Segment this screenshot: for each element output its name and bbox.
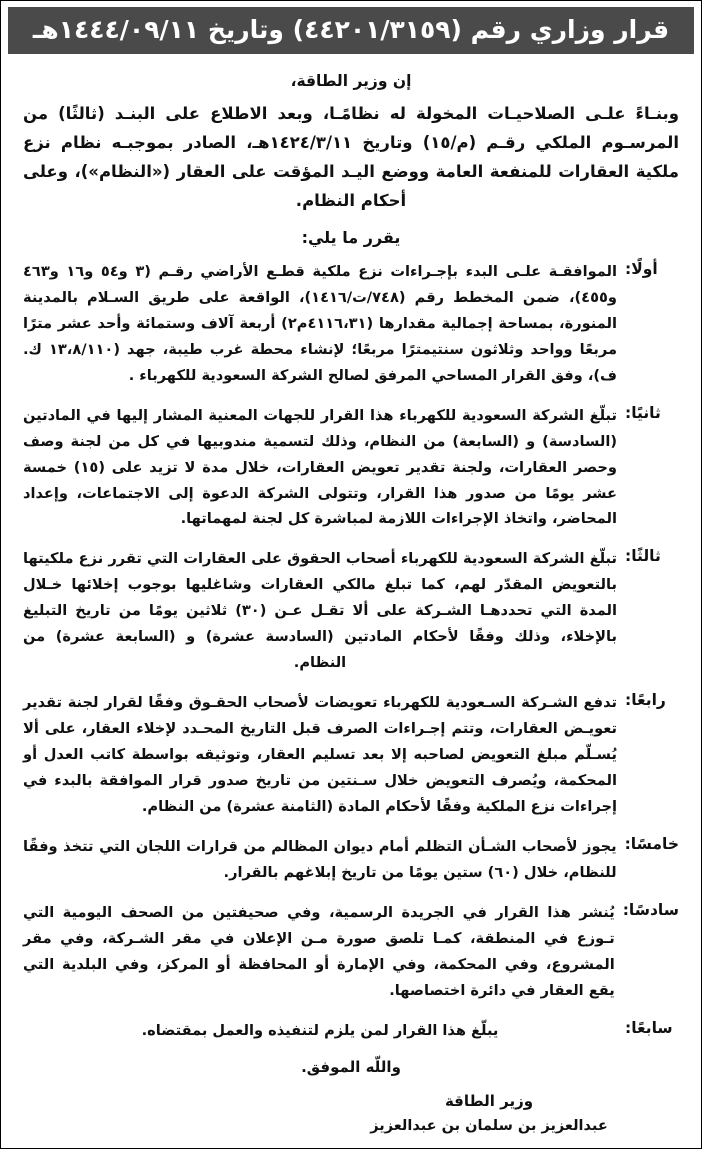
clause-1: [23, 259, 679, 389]
clause-label: خامسًا:: [624, 835, 679, 854]
clause-5: [23, 834, 679, 886]
clause-text: يجوز لأصحاب الشـأن التظلم أمام ديوان المظالم من قرارات اللجان التي تتخذ وفقًا للنظام، خلال (٦٠) ستين يومًا من تاريخ إبلاغهم بالقرار.: [23, 838, 617, 882]
clause-2: [23, 403, 679, 533]
clause-6: [23, 900, 679, 1004]
decree-header-bar: [8, 7, 694, 54]
clause-text: يبلّغ هذا القرار لمن يلزم لتنفيذه والعمل بمقتضاه.: [141, 1021, 499, 1039]
preamble-paragraph: وبنـاءً علـى الصلاحيـات المخولة له نظامًـا، وبعد الاطلاع على البنـد (ثالثًا) من المرسـوم الملكي رقـم (م/١٥) وتاريخ ١٤٢٤/٣/١١هـ، الصادر بموجبـه نظام نزع ملكية العقارات للمنفعة العامة ووضع اليـد المؤقت على العقار («النظام»)، وعلى أحكام النظام.: [23, 104, 679, 210]
clause-label: أولًا:: [625, 259, 658, 278]
clause-label: سادسًا:: [622, 901, 679, 920]
clause-3: [23, 546, 679, 676]
clause-label: ثالثًا:: [625, 547, 661, 566]
clause-text: تبلّغ الشركة السعودية للكهرباء أصحاب الحقوق على العقارات التي تقرر نزع ملكيتها بالتعويض المقدّر لهم، كما تبلغ مالكي العقارات وشاغليها بوجوب إخلائها خـلال المدة التي تحددهـا الشـركة على ألا تقـل عـن (٣٠) ثلاثين يومًا من تاريخ التبليغ بالإخلاء، وذلك وفقًا لأحكام المادتين (السادسة عشرة) و (السابعة عشرة) من النظام.: [23, 550, 618, 672]
clause-text: الموافقـة علـى البدء بإجـراءات نزع ملكية قطـع الأراضي رقـم (٣ و٥٤ و١٦ و٤٦٣ و٤٥٥)، ضمن المخطط رقم (٧٤٨/ت/١٤١٦)، الواقعة على طريق السـلام بالمدينة المنورة، بمساحة إجمالية مقدارها (٤١١٦،٣١م٢) أربعة آلاف وستمائة وأحد عشر مترًا مربعًا وواحد وثلاثون سنتيمترًا مربعًا؛ لإنشاء محطة غرب طيبة، جهد (١٣،٨/١١٠ ك. ف)، وفق القرار المساحي المرفق لصالح الشركة السعودية للكهرباء .: [23, 262, 618, 384]
closing-phrase: واللّه الموفق.: [301, 1057, 401, 1076]
salutation: إن وزير الطاقة،: [290, 72, 412, 91]
clause-text: يُنشر هذا القرار في الجريدة الرسمية، وفي صحيفتين من الصحف اليومية التي تـوزع في المنطقة، كمـا تلصق صورة مـن الإعلان في مقر الشـركة، وفي مقر المشروع، وفي المحكمة، وفي الإمارة أو المحافظة أو المركز، وفي البلدية التي يقع العقار في دائرة اختصاصها.: [23, 904, 615, 999]
decree-body: [1, 54, 701, 1148]
clause-4: [23, 690, 679, 820]
decides-label: يقرر ما يلي:: [301, 227, 401, 247]
clause-text: تدفع الشـركة السـعودية للكهرباء تعويضات لأصحاب الحقـوق وفقًا لقرار لجنة تقدير تعويـض العقارات، وتتم إجـراءات الصرف قبل التاريخ المحـدد لإخلاء العقار، على ألا يُسـلّم مبلغ التعويض لصاحبه إلا بعد تسليم العقار، وتوثيقه بواسطة كاتب العدل أو المحكمة، ويُصرف التعويض خلال سـنتين من تاريخ صدور قرار الموافقة بالبدء في إجراءات نزع الملكية وفقًا لأحكام المادة (الثامنة عشرة) من النظام.: [23, 694, 617, 816]
clause-label: رابعًا:: [625, 691, 666, 710]
signer-name: عبدالعزيز بن سلمان بن عبدالعزيز: [370, 1117, 608, 1134]
signer-title: وزير الطاقة: [444, 1091, 534, 1110]
clause-text: تبلّغ الشركة السعودية للكهرباء هذا القرار للجهات المعنية المشار إليها في المادتين (السادسة) و (السابعة) من النظام، وذلك لتسمية مندوبيها في كل من لجنة وصف وحصر العقارات، ولجنة تقدير تعويض العقارات، خلال مدة لا تزيد على (١٥) خمسة عشر يومًا من صدور هذا القرار، وتتولى الشركة الدعوة إلى الاجتماعات، وإعداد المحاضر، واتخاذ الإجراءات اللازمة لمباشرة كل لجنة لمهماتها.: [23, 406, 617, 528]
decree-number-title: قرار وزاري رقم (٤٤٢٠١/٣١٥٩) وتاريخ ١٤٤٤/٠٩/١١هـ: [32, 15, 670, 44]
clause-label: سابعًا:: [625, 1018, 673, 1037]
clause-7: [23, 1018, 679, 1044]
signature-block: [23, 1092, 679, 1134]
clause-label: ثانيًا:: [625, 403, 661, 422]
